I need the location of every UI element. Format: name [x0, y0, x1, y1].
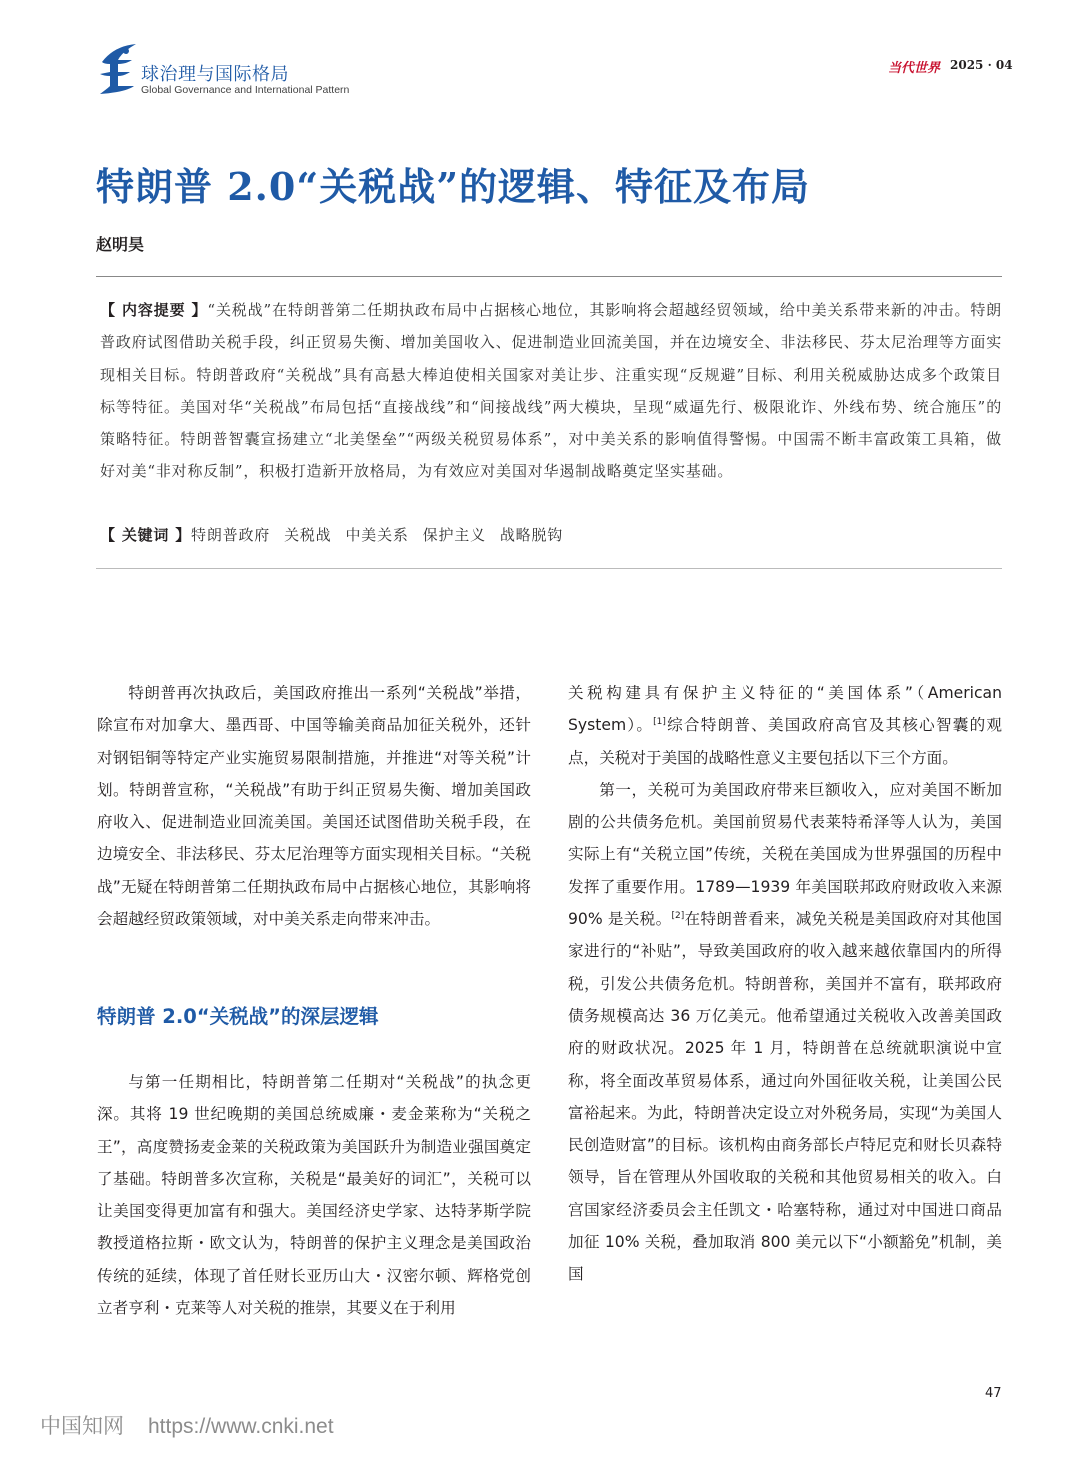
body-left-column-bottom	[97, 1066, 531, 1324]
watermark-name: 中国知网	[40, 1415, 124, 1438]
page-number: 47	[985, 1386, 1002, 1401]
magazine-name: 当代世界	[888, 61, 941, 76]
article-title: 特朗普 2.0“关税战”的逻辑、特征及布局	[96, 164, 811, 209]
issue-number: 2025 · 04	[950, 58, 1013, 72]
footnote-ref[interactable]: [1]	[653, 717, 666, 728]
section-heading: 特朗普 2.0“关税战”的深层逻辑	[97, 1005, 379, 1028]
watermark	[40, 1410, 358, 1440]
section-title-cn: 球治理与国际格局	[141, 64, 289, 85]
abstract	[100, 294, 1002, 488]
watermark-url[interactable]: https://www.cnki.net	[148, 1415, 334, 1438]
divider-bottom	[96, 568, 1002, 569]
keyword-item: 关税战	[284, 526, 332, 544]
keywords-label: 【 关键词 】	[100, 526, 192, 544]
divider-top	[96, 276, 1002, 277]
section-logo-icon	[96, 42, 138, 100]
section-title-en: Global Governance and International Pattern	[141, 84, 350, 96]
footnote-ref[interactable]: [2]	[671, 910, 685, 921]
body-text: 在特朗普看来，减免关税是美国政府对其他国家进行的“补贴”，导致美国政府的收入越来越依靠国内的所得税，引发公共债务危机。特朗普称，美国并不富有，联邦政府债务规模高达 36 万亿美元。他希望通过关税收入改善美国政府的财政状况。2025 年 1 月，特朗普在总统就职演说中宣称，将全面改革贸易体系，通过向外国征收关税，让美国公民富裕起来。为此，特朗普决定设立对外税务局，实现“为美国人民创造财富”的目标。该机构由商务部长卢特尼克和财长贝森特领导，旨在管理从外国收取的关税和其他贸易相关的收入。白宫国家经济委员会主任凯文・哈塞特称，通过对中国进口商品加征 10% 关税，叠加取消 800 美元以下“小额豁免”机制，美国	[568, 910, 1002, 1284]
keyword-item: 中美关系	[345, 526, 409, 544]
body-text: 第一，关税可为美国政府带来巨额收入，应对美国不断加剧的公共债务危机。美国前贸易代表莱特希泽等人认为，美国实际上有“关税立国”传统，关税在美国成为世界强国的历程中发挥了重要作用。1789—1939 年美国联邦政府财政收入来源 90% 是关税。	[568, 780, 1002, 929]
keyword-item: 特朗普政府	[191, 526, 271, 544]
body-right-column	[568, 677, 1002, 1291]
keyword-item: 战略脱钩	[499, 526, 564, 544]
body-paragraph	[568, 774, 1002, 1291]
body-text: 关税构建具有保护主义特征的“美国体系”（American System）。	[568, 684, 1002, 735]
abstract-text: “关税战”在特朗普第二任期执政布局中占据核心地位，其影响将会超越经贸领域，给中美关系带来新的冲击。特朗普政府试图借助关税手段，纠正贸易失衡、增加美国收入、促进制造业回流美国，并在边境安全、非法移民、芬太尼治理等方面实现相关目标。特朗普政府“关税战”具有高悬大棒迫使相关国家对美让步、注重实现“反规避”目标、利用关税威胁达成多个政策目标等特征。美国对华“关税战”布局包括“直接战线”和“间接战线”两大模块，呈现“威逼先行、极限讹诈、外线布势、统合施压”的策略特征。特朗普智囊宣扬建立“北美堡垒”“两级关税贸易体系”，对中美关系的影响值得警惕。中国需不断丰富政策工具箱，做好对美“非对称反制”，积极打造新开放格局，为有效应对美国对华遏制战略奠定坚实基础。	[100, 301, 1002, 481]
body-left-column-top	[97, 677, 531, 935]
body-text: 综合特朗普、美国政府高官及其核心智囊的观点，关税对于美国的战略性意义主要包括以下三个方面。	[568, 716, 1002, 767]
abstract-label: 【 内容提要 】	[100, 301, 208, 319]
body-paragraph: 与第一任期相比，特朗普第二任期对“关税战”的执念更深。其将 19 世纪晚期的美国总统威廉・麦金莱称为“关税之王”，高度赞扬麦金莱的关税政策为美国跃升为制造业强国奠定了基础。特朗普多次宣称，关税是“最美好的词汇”，关税可以让美国变得更加富有和强大。美国经济史学家、达特茅斯学院教授道格拉斯・欧文认为，特朗普的保护主义理念是美国政治传统的延续，体现了首任财长亚历山大・汉密尔顿、辉格党创立者亨利・克莱等人对关税的推崇，其要义在于利用	[97, 1073, 531, 1318]
keywords	[100, 524, 577, 545]
keyword-item: 保护主义	[422, 526, 486, 544]
article-author: 赵明昊	[96, 235, 145, 254]
body-paragraph-intro: 特朗普再次执政后，美国政府推出一系列“关税战”举措，除宣布对加拿大、墨西哥、中国等输美商品加征关税外，还针对钢铝铜等特定产业实施贸易限制措施，并推进“对等关税”计划。特朗普宣称，“关税战”有助于纠正贸易失衡、增加美国政府收入、促进制造业回流美国。美国还试图借助关税手段，在边境安全、非法移民、芬太尼治理等方面实现相关目标。“关税战”无疑在特朗普第二任期执政布局中占据核心地位，其影响将会超越经贸政策领域，对中美关系走向带来冲击。	[97, 684, 531, 929]
body-paragraph-continued	[568, 677, 1002, 774]
